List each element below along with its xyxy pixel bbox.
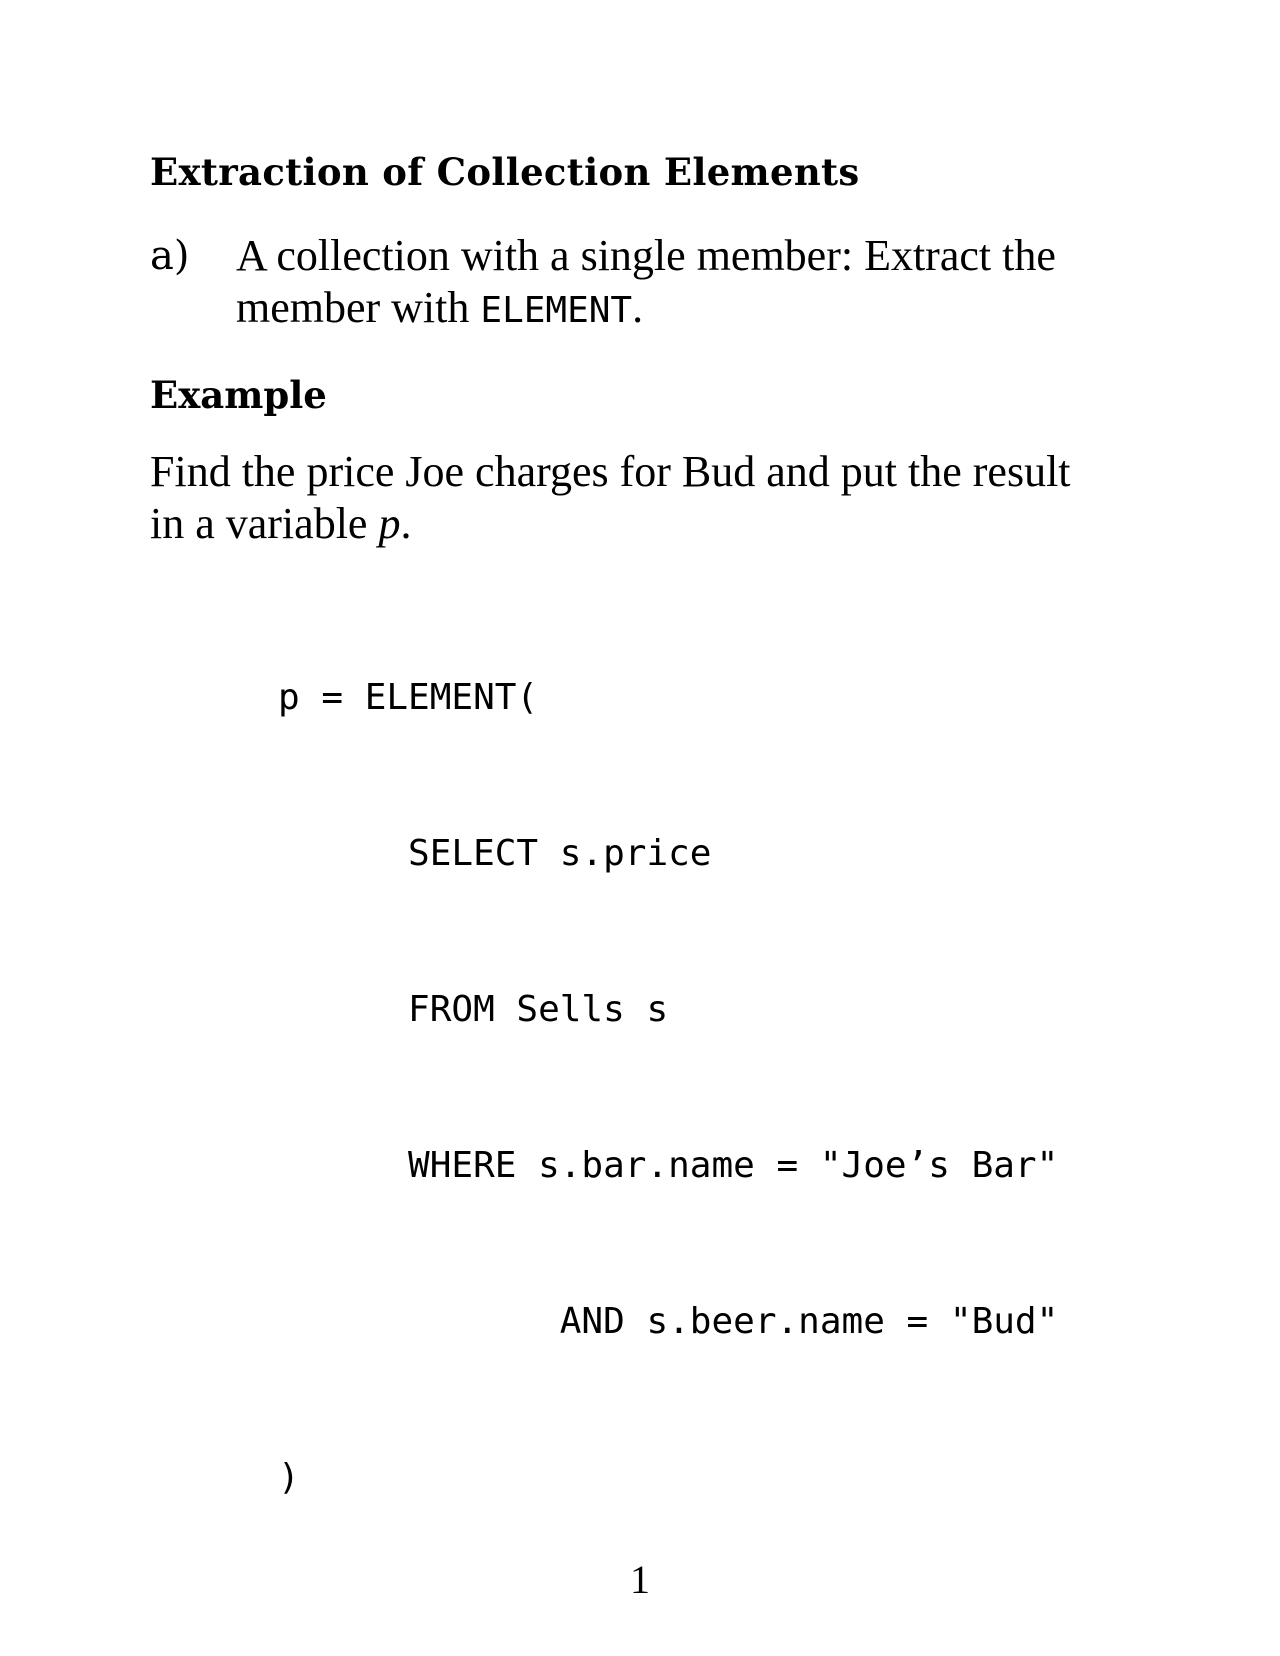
- page-number: 1: [630, 1557, 650, 1602]
- code-block: [278, 568, 1058, 1608]
- code-line: p = ELEMENT(: [278, 677, 539, 718]
- example-text-after: .: [400, 499, 412, 548]
- example-paragraph: [150, 446, 1080, 550]
- list-item-text-before: A collection with a single member: Extract the member with: [236, 231, 1056, 332]
- list-item-text: [236, 230, 1066, 337]
- list-item: [150, 230, 1100, 337]
- code-line: WHERE s.bar.name = "Joe’s Bar": [278, 1145, 1059, 1186]
- section-heading: Extraction of Collection Elements: [150, 150, 860, 194]
- example-heading: Example: [150, 373, 327, 417]
- example-text-before: Find the price Joe charges for Bud and put the result in a variable: [150, 447, 1071, 548]
- code-line: ): [278, 1457, 300, 1498]
- list-item-marker: a): [150, 233, 190, 279]
- code-line: SELECT s.price: [278, 833, 712, 874]
- list-item-text-after: .: [632, 283, 644, 332]
- code-line: AND s.beer.name = "Bud": [278, 1301, 1059, 1342]
- code-line: FROM Sells s: [278, 989, 669, 1030]
- inline-code-element: ELEMENT: [480, 290, 633, 331]
- variable-p: p: [378, 499, 401, 548]
